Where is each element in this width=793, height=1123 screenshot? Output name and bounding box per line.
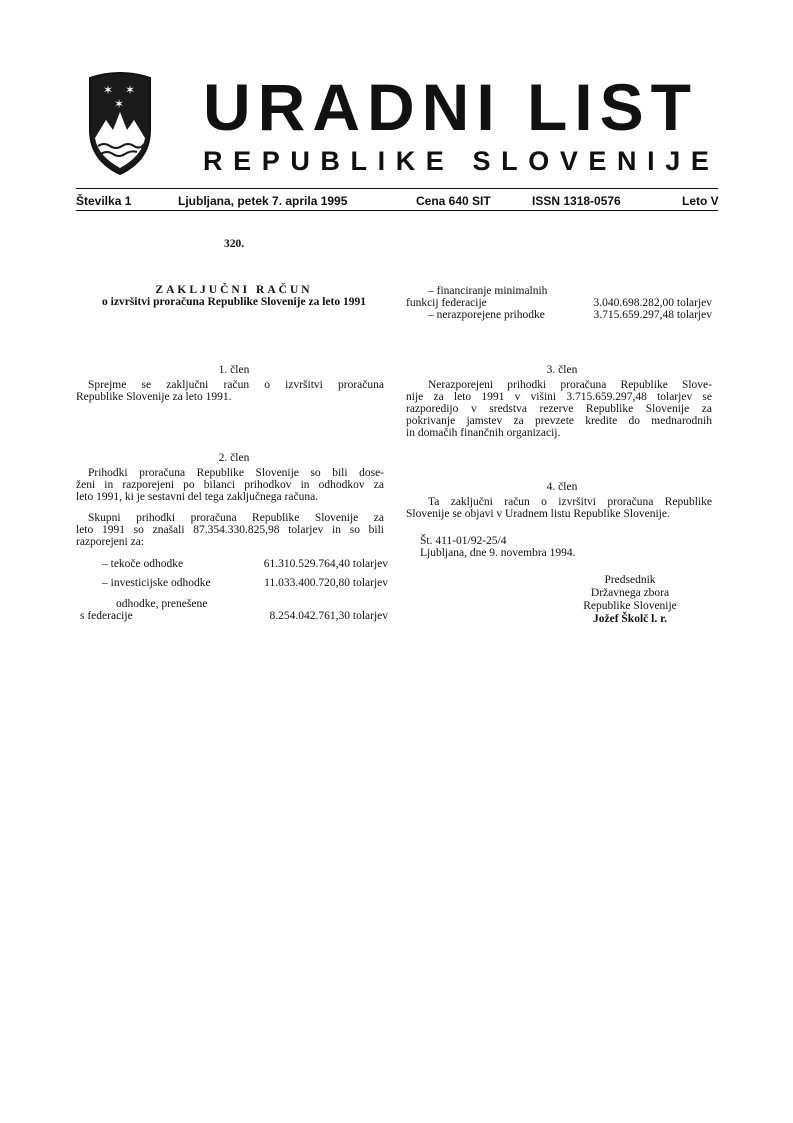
- article-1-line: Republike Slovenije za leto 1991.: [76, 391, 232, 403]
- issue-number: Številka 1: [76, 194, 132, 208]
- header-rule-bottom: [76, 210, 718, 211]
- article-3-heading: 3. člen: [546, 364, 578, 376]
- document-title: ZAKLJUČNI RAČUN: [155, 284, 313, 296]
- document-number: 320.: [223, 238, 245, 250]
- expense-item-label: – nerazporejene prihodke: [428, 309, 545, 321]
- expense-item-label: odhodke, prenešene: [116, 598, 208, 610]
- svg-text:✶: ✶: [124, 83, 136, 97]
- header-rule-top: [76, 188, 718, 189]
- article-4-heading: 4. člen: [546, 481, 578, 493]
- expense-item-amount: 3.040.698.282,00 tolarjev: [593, 297, 712, 309]
- document-subtitle: o izvršitvi proračuna Republike Slovenije za leto 1991: [102, 296, 366, 308]
- expense-item-label: – financiranje minimalnih: [428, 285, 548, 297]
- coat-of-arms-icon: [86, 72, 154, 176]
- signature-title-line: Državnega zbora: [590, 587, 670, 599]
- issue-year: Leto V: [682, 194, 719, 208]
- expense-item-amount: 11.033.400.720,80 tolarjev: [264, 577, 388, 589]
- article-2-heading: 2. člen: [218, 452, 250, 464]
- article-3-line: razporedijo v sredstva rezerve Republike Slovenije za: [406, 403, 712, 415]
- closing-place-date: Ljubljana, dne 9. novembra 1994.: [420, 547, 576, 559]
- issue-price: Cena 640 SIT: [416, 194, 491, 208]
- expense-item-amount: 3.715.659.297,48 tolarjev: [593, 309, 712, 321]
- issue-place-date: Ljubljana, petek 7. aprila 1995: [178, 194, 348, 208]
- svg-text:✶: ✶: [113, 97, 125, 111]
- masthead-title: URADNI LIST: [203, 70, 698, 144]
- signatory-name: Jožef Školč l. r.: [593, 613, 667, 625]
- signature-title-line: Predsednik: [604, 574, 656, 586]
- article-2-p1-line: ženi in razporejeni po bilanci prihodkov in odhodkov za: [76, 479, 384, 491]
- article-1-heading: 1. člen: [218, 364, 250, 376]
- article-4-line: Ta zaključni račun o izvršitvi proračuna Republike: [428, 496, 712, 508]
- expense-item-amount: 8.254.042.761,30 tolarjev: [269, 610, 388, 622]
- article-2-p2-line: Skupni prihodki proračuna Republike Slovenije za: [88, 512, 384, 524]
- expense-item-label: – investicijske odhodke: [102, 577, 211, 589]
- svg-text:✶: ✶: [102, 83, 114, 97]
- expense-item-label: – tekoče odhodke: [102, 558, 184, 570]
- article-4-line: Slovenije se objavi v Uradnem listu Republike Slovenije.: [406, 508, 670, 520]
- masthead-subtitle: REPUBLIKE SLOVENIJE: [203, 146, 720, 176]
- article-1-line: Sprejme se zaključni račun o izvršitvi proračuna: [88, 379, 384, 391]
- expense-item-label-cont: funkcij federacije: [406, 297, 487, 309]
- signature-title-line: Republike Slovenije: [583, 600, 677, 612]
- expense-item-label-cont: s federacije: [80, 610, 133, 622]
- expense-item-amount: 61.310.529.764,40 tolarjev: [263, 558, 388, 570]
- article-3-line: Nerazporejeni prihodki proračuna Republike Slove-: [428, 379, 712, 391]
- article-3-line: in domačih finančnih organizacij.: [406, 427, 561, 439]
- article-2-p1-line: Prihodki proračuna Republike Slovenije so bili dose-: [88, 467, 384, 479]
- article-2-p2-line: leto 1991 so znašali 87.354.330.825,98 tolarjev in so bili: [76, 524, 384, 536]
- issue-issn: ISSN 1318-0576: [532, 194, 621, 208]
- article-2-p2-line: razporejeni za:: [76, 536, 144, 548]
- article-2-p1-line: leto 1991, ki je sestavni del tega zaključnega računa.: [76, 491, 319, 503]
- reference-number: Št. 411-01/92-25/4: [420, 535, 507, 547]
- article-3-line: nije za leto 1991 v višini 3.715.659.297,48 tolarjev se: [406, 391, 712, 403]
- article-3-line: pokrivanje jamstev za prevzete kredite do mednarodnih: [406, 415, 712, 427]
